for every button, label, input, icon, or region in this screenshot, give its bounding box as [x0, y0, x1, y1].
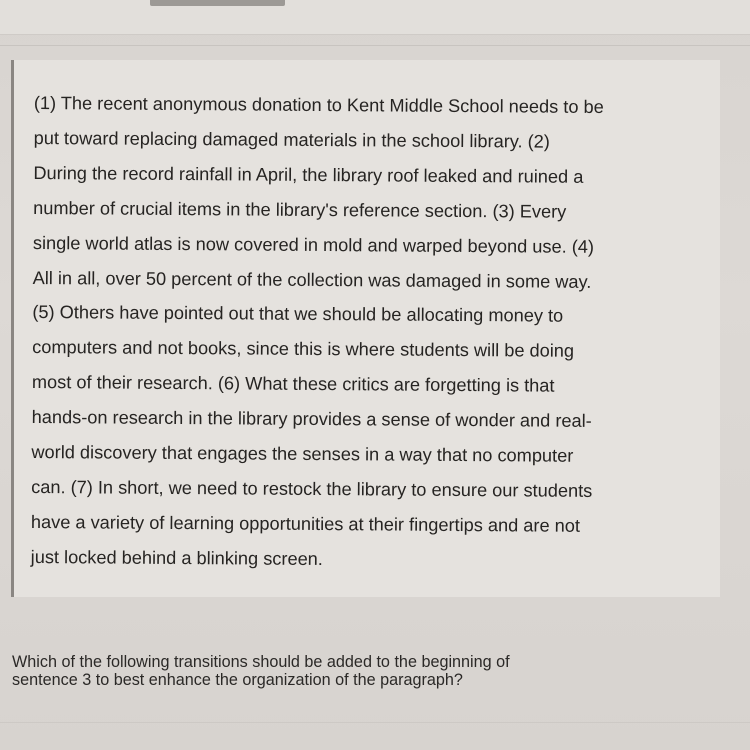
passage-line: can. (7) In short, we need to restock the library to ensure our students — [31, 476, 593, 501]
passage-line: computers and not books, since this is where students will be doing — [32, 337, 575, 362]
passage-line: (1) The recent anonymous donation to Kent Middle School needs to be — [33, 92, 604, 117]
cropped-header-text — [150, 0, 285, 6]
passage-line: just locked behind a blinking screen. — [30, 546, 323, 569]
passage-line: put toward replacing damaged materials in the school library. (2) — [33, 127, 550, 152]
bottom-divider — [0, 722, 750, 723]
cropped-header — [0, 0, 750, 35]
passage-line: hands-on research in the library provides a sense of wonder and real- — [31, 407, 592, 432]
passage-line: During the record rainfall in April, the library roof leaked and ruined a — [33, 162, 584, 187]
passage-line: All in all, over 50 percent of the collection was damaged in some way. — [32, 267, 592, 292]
top-divider — [0, 45, 750, 46]
question-line: Which of the following transitions should be added to the beginning of — [12, 653, 510, 671]
passage-line: number of crucial items in the library's reference section. (3) Every — [33, 197, 567, 222]
question-line: sentence 3 to best enhance the organization of the paragraph? — [12, 670, 463, 689]
passage-line: single world atlas is now covered in mold and warped beyond use. (4) — [32, 232, 595, 257]
passage-line: (5) Others have pointed out that we should be allocating money to — [32, 302, 564, 327]
passage-text — [31, 86, 694, 579]
passage-line: have a variety of learning opportunities at their fingertips and are not — [30, 511, 581, 536]
passage-line: world discovery that engages the senses in a way that no computer — [31, 442, 574, 466]
question-prompt — [12, 654, 652, 689]
passage-line: most of their research. (6) What these critics are forgetting is that — [31, 372, 555, 396]
passage-box — [11, 60, 720, 597]
